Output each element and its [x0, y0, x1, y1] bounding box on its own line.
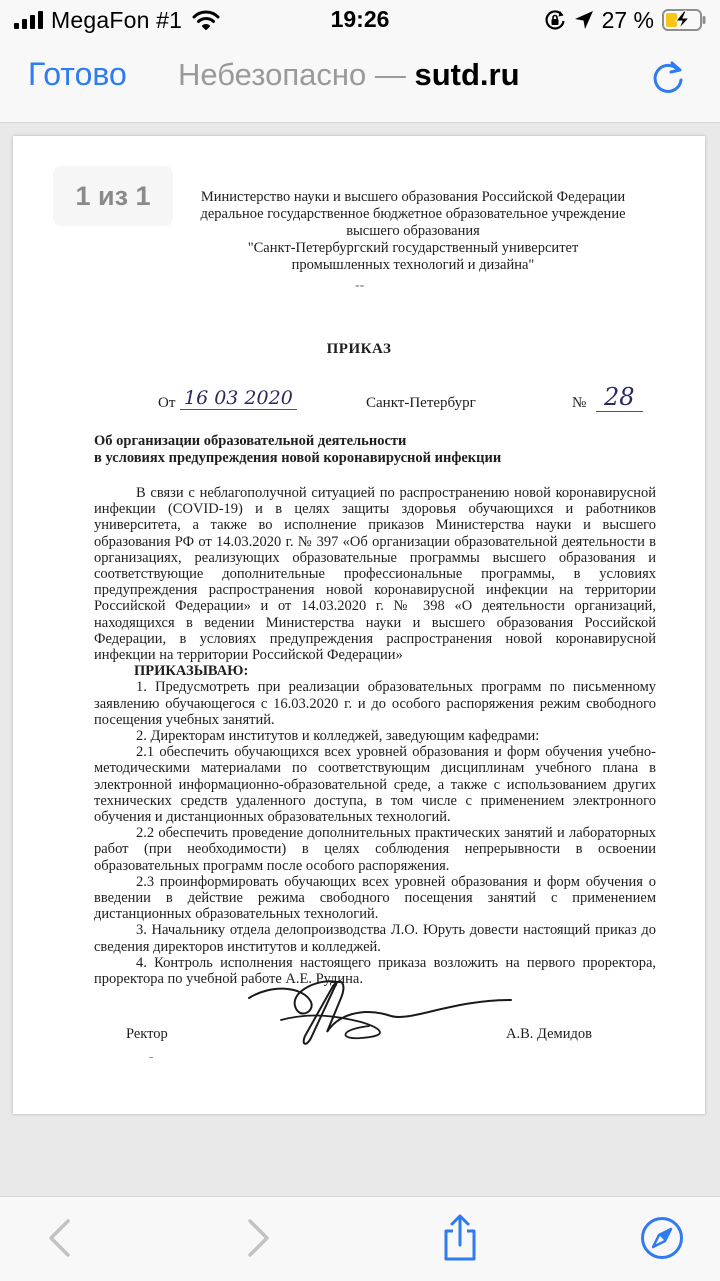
forward-icon — [246, 1218, 272, 1258]
document-header — [173, 189, 653, 274]
header-line: деральное государственное бюджетное образовательное учреждение — [200, 206, 626, 222]
order-number: 28 — [596, 383, 643, 412]
address-bar — [0, 40, 720, 123]
header-line: промышленных технологий и дизайна" — [291, 257, 535, 273]
order-date: 16 03 2020 — [180, 387, 297, 410]
subject-line: в условиях предупреждения новой коронавирусной инфекции — [94, 450, 502, 466]
battery-charging-icon — [662, 9, 706, 31]
status-bar — [0, 0, 720, 40]
order-item: 1. Предусмотреть при реализации образовательных программ по письменному заявлению обучающегося с 16.03.2020 г. и до особого распоряжения режим свободного посещения учебных занятий. — [94, 679, 656, 728]
share-button[interactable] — [437, 1215, 483, 1261]
page-counter: 1 из 1 — [53, 166, 173, 226]
back-icon — [46, 1218, 72, 1258]
compass-icon — [640, 1216, 684, 1260]
url-field[interactable] — [178, 57, 520, 93]
order-body — [94, 485, 656, 987]
orders-label: ПРИКАЗЫВАЮ: — [134, 663, 249, 680]
header-dash: -- — [355, 278, 365, 293]
signer-name: А.В. Демидов — [506, 1026, 592, 1042]
order-item: 2.1 обеспечить обучающихся всех уровней образования и форм обучения учебно-методическими материалами по соответствующим дисциплинам учебного плана в электронной информационно-образовательной среде, а также с использованием других технических средств удаленного доступа, в том числе с применением электронного обучения и дистанционных образовательных технологий. — [94, 744, 656, 826]
subject-line: Об организации образовательной деятельности — [94, 433, 407, 449]
header-line: Министерство науки и высшего образования Российской Федерации — [200, 189, 626, 205]
number-label: № — [572, 395, 587, 411]
battery-percent: 27 % — [601, 6, 654, 33]
order-item: 3. Начальнику отдела делопроизводства Л.О. Юруть довести настоящий приказ до сведения директоров институтов и колледжей. — [94, 922, 656, 955]
status-time: 19:26 — [330, 6, 390, 32]
done-button[interactable]: Готово — [28, 56, 127, 92]
location-icon — [574, 10, 594, 30]
url-security-label: Небезопасно — — [178, 57, 415, 92]
header-line: высшего образования — [346, 223, 480, 239]
header-line: "Санкт-Петербургский государственный университет — [247, 240, 579, 256]
order-item: 2.2 обеспечить проведение дополнительных практических занятий и лабораторных работ (при необходимости) в целях соблюдения непрерывности в освоении образовательных программ после особого распоряжения. — [94, 825, 656, 874]
forward-button[interactable] — [236, 1215, 282, 1261]
signature-row — [126, 1026, 606, 1056]
orientation-lock-icon — [544, 9, 566, 31]
signer-title: Ректор — [126, 1026, 168, 1042]
order-item: 2.3 проинформировать обучающих всех уровней образования и форм обучения о введении в действие режима свободного посещения занятий с применением дистанционных образовательных технологий. — [94, 873, 656, 923]
share-icon — [440, 1214, 480, 1262]
order-title: ПРИКАЗ — [326, 341, 392, 357]
pdf-viewer[interactable] — [0, 123, 720, 1196]
preamble: В связи с неблагополучной ситуацией по распространению новой коронавирусной инфекции (COVID-19) и в целях защиты здоровья обучающихся и работников университета, а также во исполнение приказов Министерства науки и высшего образования РФ от 14.03.2020 г. № 397 «Об организации образовательной деятельности в организациях, реализующих образовательные программы высшего образования и соответствующие дополнительные профессиональные программы, в условиях предупреждения распространения новой коронавирусной инфекции на территории Российской Федерации» и от 14.03.2020 г. № 398 «О деятельности организаций, находящихся в ведении Министерства науки и высшего образования Российской Федерации, в условиях предупреждения распространения новой коронавирусной инфекции на территории Российской Федерации» — [94, 485, 656, 664]
reload-icon[interactable] — [648, 58, 688, 98]
safari-button[interactable] — [639, 1215, 685, 1261]
date-label: От — [158, 395, 176, 411]
url-domain: sutd.ru — [414, 57, 520, 92]
carrier-name: MegaFon #1 — [51, 6, 183, 33]
back-button[interactable] — [36, 1215, 82, 1261]
scan-mark — [149, 1057, 153, 1058]
order-subject — [94, 433, 501, 467]
order-item: 2. Директорам институтов и колледжей, заведующим кафедрами: — [136, 728, 540, 745]
order-city: Санкт-Петербург — [366, 395, 476, 411]
order-item: 4. Контроль исполнения настоящего приказа возложить на первого проректора, проректора по учебной работе А.Е. Рудина. — [94, 954, 656, 988]
document-page — [13, 136, 705, 1114]
order-meta — [158, 383, 658, 421]
status-right — [544, 6, 706, 34]
bottom-toolbar — [0, 1196, 720, 1281]
